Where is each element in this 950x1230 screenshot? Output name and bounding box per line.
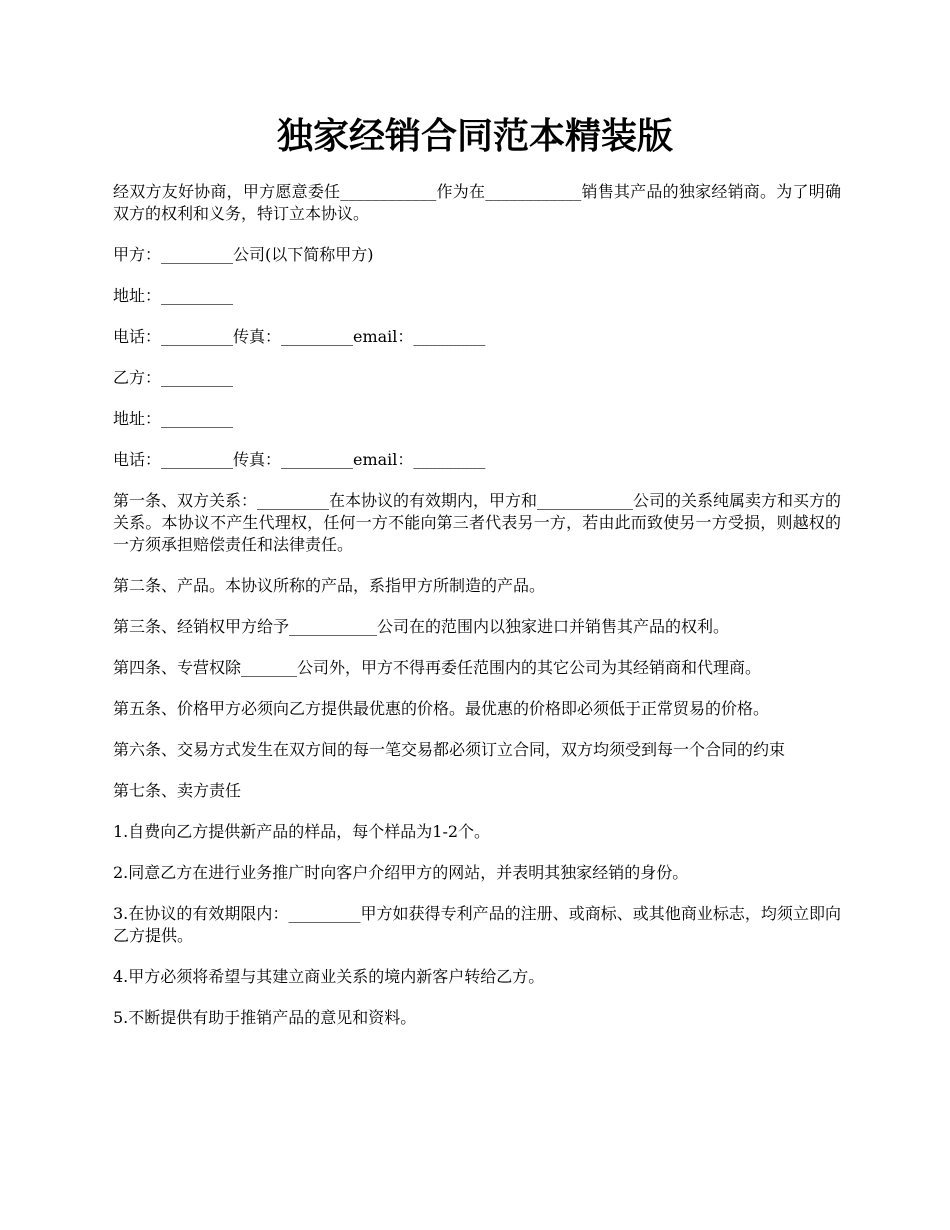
party-a-contact: 电话：_________传真：_________email：_________ [113, 327, 486, 346]
document-body [113, 181, 841, 1048]
article-7-item-1: 1.自费向乙方提供新产品的样品，每个样品为1-2个。 [113, 822, 491, 841]
article-7-item-2: 2.同意乙方在进行业务推广时向客户介绍甲方的网站，并表明其独家经销的身份。 [113, 863, 689, 882]
article-7-item-3: 3.在协议的有效期限内：_________甲方如获得专利产品的注册、或商标、或其他商业标志，均须立即向乙方提供。 [113, 904, 841, 945]
intro-paragraph: 经双方友好协商，甲方愿意委任____________作为在____________销售其产品的独家经销商。为了明确双方的权利和义务，特订立本协议。 [113, 182, 841, 223]
article-4: 第四条、专营权除_______公司外，甲方不得再委任范围内的其它公司为其经销商和代理商。 [113, 658, 762, 677]
article-6: 第六条、交易方式发生在双方间的每一笔交易都必须订立合同，双方均须受到每一个合同的约束 [113, 740, 786, 759]
party-a-address: 地址：_________ [113, 286, 234, 305]
party-b-address: 地址：_________ [113, 409, 234, 428]
article-3: 第三条、经销权甲方给予___________公司在的范围内以独家进口并销售其产品的权利。 [113, 617, 730, 636]
document-title: 独家经销合同范本精装版 [276, 115, 673, 157]
party-b-contact: 电话：_________传真：_________email：_________ [113, 450, 486, 469]
article-7-heading: 第七条、卖方责任 [113, 781, 242, 800]
article-5: 第五条、价格甲方必须向乙方提供最优惠的价格。最优惠的价格即必须低于正常贸易的价格。 [113, 699, 770, 718]
article-7-item-4: 4.甲方必须将希望与其建立商业关系的境内新客户转给乙方。 [113, 967, 545, 986]
article-2: 第二条、产品。本协议所称的产品，系指甲方所制造的产品。 [113, 576, 546, 595]
article-1: 第一条、双方关系：_________在本协议的有效期内，甲方和____________公司的关系纯属卖方和买方的关系。本协议不产生代理权，任何一方不能向第三者代表另一方，若由此而致使另一方受损，则越权的一方须承担赔偿责任和法律责任。 [113, 491, 842, 554]
article-7-item-5: 5.不断提供有助于推销产品的意见和资料。 [113, 1008, 417, 1027]
party-b-name: 乙方：_________ [113, 368, 234, 387]
party-a-name: 甲方：_________公司(以下简称甲方) [113, 245, 374, 264]
